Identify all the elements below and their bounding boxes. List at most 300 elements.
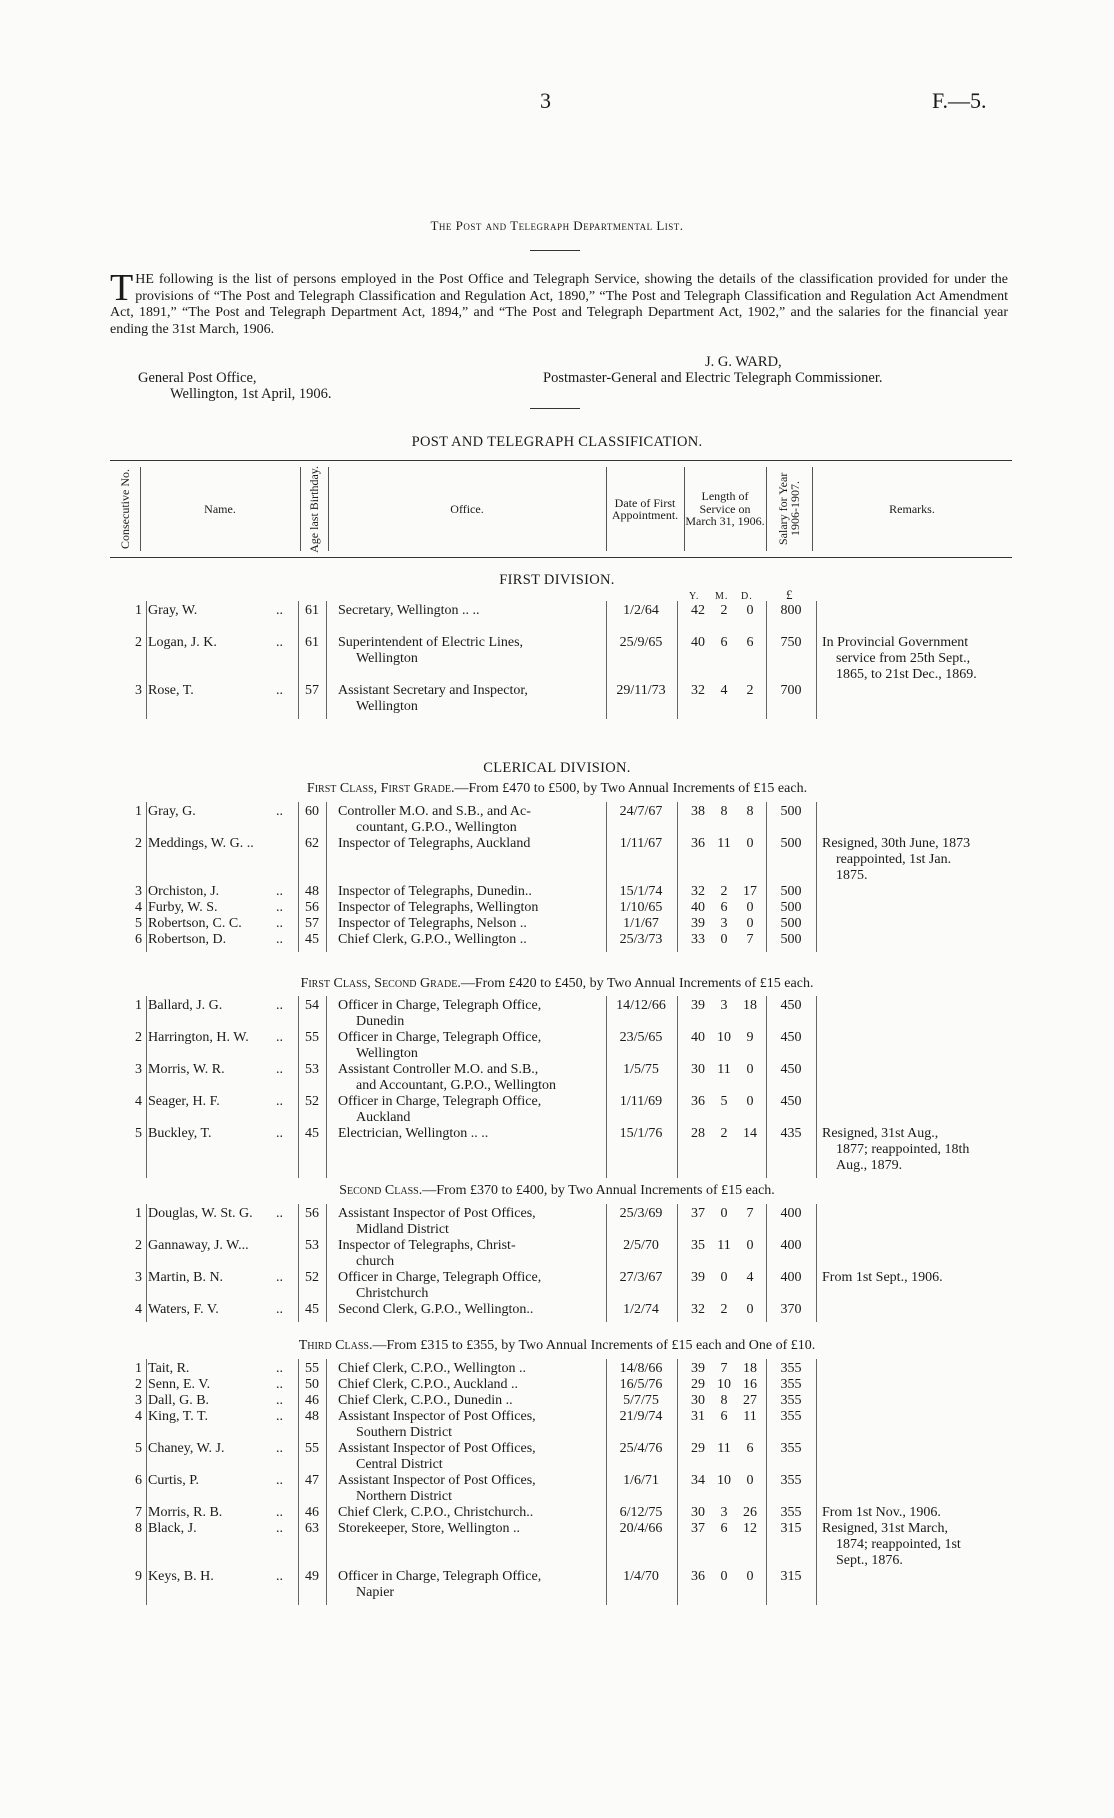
second-class-heading: Second Class.—From £370 to £400, by Two Annual Increments of £15 each. [339,1183,775,1198]
cell-age: 55 [305,1030,319,1045]
column-rule [298,1359,299,1605]
cell-line: Wellington [356,651,418,666]
cell-y: 30 [691,1393,705,1408]
cell-office [338,1473,606,1505]
column-rule [816,996,817,1178]
cell-date: 1/11/67 [619,836,663,851]
signatory-name: J. G. WARD, [705,354,782,370]
cell-m: 8 [720,1393,728,1408]
cell-name: Robertson, D. [148,932,227,947]
column-rule [146,996,147,1178]
unit-days: D. [741,591,753,602]
cell-line: reappointed, 1st Jan. [836,852,952,867]
cell-y: 30 [691,1505,705,1520]
cell-remarks [822,1521,1012,1569]
cell-y: 35 [691,1238,705,1253]
cell-m: 10 [717,1030,731,1045]
cell-line: Inspector of Telegraphs, Nelson .. [338,916,527,931]
leader-dots: .. [276,683,283,698]
leader-dots: .. [276,1569,283,1584]
cell-date: 29/11/73 [616,683,666,698]
cell-line: Chief Clerk, G.P.O., Wellington .. [338,932,527,947]
fcfg-heading: First Class, First Grade.—From £470 to £500, by Two Annual Increments of £15 each. [306,781,808,796]
cell-salary: 355 [780,1441,802,1456]
cell-no: 3 [135,1270,142,1285]
cell-line: Chief Clerk, C.P.O., Christchurch.. [338,1505,534,1520]
cell-y: 31 [691,1409,705,1424]
cell-no: 9 [135,1569,142,1584]
cell-y: 40 [691,635,705,650]
cell-m: 2 [720,603,728,618]
cell-name: Gray, G. [148,804,196,819]
cell-date: 1/6/71 [623,1473,659,1488]
cell-line: Southern District [356,1425,453,1440]
cell-d: 17 [743,884,757,899]
cell-m: 7 [720,1361,728,1376]
cell-name: Furby, W. S. [148,900,218,915]
column-rule [766,802,767,952]
cell-salary: 800 [780,603,802,618]
cell-m: 0 [720,1569,728,1584]
classification-title: POST AND TELEGRAPH CLASSIFICATION. [411,434,703,450]
cell-salary: 750 [780,635,802,650]
cell-m: 6 [720,635,728,650]
cell-office [338,1126,606,1142]
cell-m: 4 [720,683,728,698]
cell-office [338,1361,606,1377]
cell-salary: 450 [780,1030,802,1045]
cell-salary: 355 [780,1377,802,1392]
cell-name: Keys, B. H. [148,1569,214,1584]
cell-line: Inspector of Telegraphs, Dunedin.. [338,884,532,899]
leader-dots: .. [276,1030,283,1045]
leader-dots: .. [276,884,283,899]
unit-years: Y. [689,591,700,602]
cell-age: 46 [305,1393,319,1408]
cell-line: Wellington [356,699,418,714]
cell-no: 2 [135,635,142,650]
cell-date: 1/2/64 [623,603,659,618]
column-rule [146,1359,147,1605]
cell-date: 1/10/65 [619,900,663,915]
cell-no: 3 [135,884,142,899]
cell-line: Officer in Charge, Telegraph Office, [338,1270,542,1285]
cell-y: 37 [691,1206,705,1221]
cell-salary: 500 [780,900,802,915]
cell-line: 1874; reappointed, 1st [836,1537,961,1552]
leader-dots: .. [276,1126,283,1141]
cell-name: Curtis, P. [148,1473,199,1488]
cell-salary: 400 [780,1206,802,1221]
leader-dots: .. [276,1062,283,1077]
cell-line: Inspector of Telegraphs, Wellington [338,900,539,915]
cell-no: 4 [135,1302,142,1317]
cell-line: Resigned, 30th June, 1873 [822,836,971,851]
cell-office [338,932,606,948]
cell-date: 1/1/67 [623,916,659,931]
cell-age: 60 [305,804,319,819]
col-name: Name. [204,501,236,516]
cell-age: 54 [305,998,319,1013]
col-office: Office. [450,501,484,516]
cell-line: Dunedin [356,1014,405,1029]
cell-no: 3 [135,683,142,698]
cell-y: 36 [691,1569,705,1584]
cell-date: 15/1/74 [619,884,663,899]
cell-age: 63 [305,1521,319,1536]
cell-no: 7 [135,1505,142,1520]
cell-name: Chaney, W. J. [148,1441,225,1456]
cell-office [338,1030,606,1062]
cell-salary: 370 [780,1302,802,1317]
cell-d: 26 [743,1505,757,1520]
cell-age: 61 [305,635,319,650]
cell-d: 0 [746,1302,754,1317]
cell-name: Black, J. [148,1521,197,1536]
cell-age: 49 [305,1569,319,1584]
cell-line: Chief Clerk, C.P.O., Dunedin .. [338,1393,513,1408]
cell-line: church [356,1254,395,1269]
cell-date: 20/4/66 [619,1521,663,1536]
cell-y: 38 [691,804,705,819]
cell-salary: 435 [780,1126,802,1141]
cell-y: 29 [691,1377,705,1392]
cell-date: 2/5/70 [623,1238,659,1253]
cell-no: 4 [135,900,142,915]
column-rule [298,996,299,1178]
cell-line: Napier [356,1585,395,1600]
column-rule [606,996,607,1178]
cell-name: Morris, R. B. [148,1505,223,1520]
cell-d: 0 [746,1062,754,1077]
cell-y: 36 [691,1094,705,1109]
cell-line: Officer in Charge, Telegraph Office, [338,1569,542,1584]
leader-dots: .. [276,1441,283,1456]
third-class-heading: Third Class.—From £315 to £355, by Two Annual Increments of £15 each and One of £10. [298,1338,816,1353]
cell-line: Wellington [356,1046,418,1061]
cell-line: In Provincial Government [822,635,969,650]
cell-m: 5 [720,1094,728,1109]
cell-name: Harrington, H. W. [148,1030,249,1045]
cell-remarks [822,1126,1012,1174]
column-rule [326,601,327,719]
leader-dots: .. [276,603,283,618]
cell-no: 6 [135,1473,142,1488]
cell-line: Resigned, 31st March, [822,1521,948,1536]
cell-age: 56 [305,900,319,915]
cell-name: Gray, W. [148,603,198,618]
cell-d: 0 [746,1569,754,1584]
cell-salary: 355 [780,1505,802,1520]
column-rule [146,802,147,952]
cell-age: 45 [305,1302,319,1317]
cell-age: 53 [305,1238,319,1253]
cell-line: Chief Clerk, C.P.O., Wellington .. [338,1361,527,1376]
cell-line: Second Clerk, G.P.O., Wellington.. [338,1302,534,1317]
cell-name: Senn, E. V. [148,1377,211,1392]
column-rule [677,802,678,952]
cell-line: Midland District [356,1222,449,1237]
cell-salary: 355 [780,1409,802,1424]
col-consecutive: Consecutive No. [118,469,132,549]
leader-dots: .. [276,1377,283,1392]
cell-y: 37 [691,1521,705,1536]
cell-line: Sept., 1876. [836,1553,903,1568]
cell-line: and Accountant, G.P.O., Wellington [356,1078,557,1093]
document-title: The Post and Telegraph Departmental List. [430,218,684,233]
cell-date: 25/9/65 [619,635,663,650]
cell-line: Northern District [356,1489,453,1504]
cell-line: Electrician, Wellington .. .. [338,1126,489,1141]
cell-m: 0 [720,932,728,947]
dropcap: T [110,267,134,309]
cell-office [338,998,606,1030]
cell-age: 61 [305,603,319,618]
cell-office [338,836,606,852]
cell-d: 12 [743,1521,757,1536]
title-rule [530,250,580,251]
cell-date: 16/5/76 [619,1377,663,1392]
cell-d: 16 [743,1377,757,1392]
cell-d: 0 [746,603,754,618]
cell-age: 53 [305,1062,319,1077]
leader-dots: .. [276,635,283,650]
cell-office [338,1062,606,1094]
cell-m: 3 [720,916,728,931]
cell-age: 47 [305,1473,319,1488]
cell-salary: 315 [780,1569,802,1584]
cell-d: 14 [743,1126,757,1141]
cell-y: 39 [691,1270,705,1285]
intro-paragraph [110,267,1008,338]
cell-line: Secretary, Wellington .. .. [338,603,480,618]
cell-date: 14/12/66 [616,998,666,1013]
leader-dots: .. [276,998,283,1013]
col-length: Length of Service on March 31, 1906. [685,489,765,529]
cell-date: 24/7/67 [619,804,663,819]
cell-line: Chief Clerk, C.P.O., Auckland .. [338,1377,519,1392]
cell-office [338,900,606,916]
cell-line: service from 25th Sept., [836,651,971,666]
cell-line: Aug., 1879. [836,1158,903,1173]
signature-place-date: Wellington, 1st April, 1906. [170,386,332,402]
cell-date: 21/9/74 [619,1409,663,1424]
column-rule [766,1359,767,1605]
cell-d: 18 [743,998,757,1013]
cell-name: Ballard, J. G. [148,998,223,1013]
cell-line: Officer in Charge, Telegraph Office, [338,1030,542,1045]
cell-d: 7 [746,932,754,947]
cell-line: Superintendent of Electric Lines, [338,635,524,650]
cell-line: 1865, to 21st Dec., 1869. [836,667,977,682]
cell-name: King, T. T. [148,1409,209,1424]
table-header [110,460,1012,558]
cell-y: 40 [691,900,705,915]
cell-y: 36 [691,836,705,851]
cell-date: 1/11/69 [619,1094,663,1109]
cell-salary: 450 [780,1062,802,1077]
cell-line: Central District [356,1457,443,1472]
leader-dots: .. [276,1361,283,1376]
cell-age: 52 [305,1094,319,1109]
unit-months: M. [715,591,729,602]
cell-date: 1/5/75 [623,1062,659,1077]
page-number: 3 [540,88,551,113]
unit-pounds: £ [786,587,794,602]
cell-y: 28 [691,1126,705,1141]
cell-d: 4 [746,1270,754,1285]
leader-dots: .. [276,804,283,819]
cell-no: 3 [135,1393,142,1408]
column-rule [146,1204,147,1322]
cell-m: 2 [720,884,728,899]
cell-date: 6/12/75 [619,1505,663,1520]
cell-date: 5/7/75 [623,1393,659,1408]
cell-m: 8 [720,804,728,819]
col-date: Date of First Appointment. [611,495,679,522]
cell-office [338,1302,606,1318]
cell-y: 30 [691,1062,705,1077]
cell-name: Martin, B. N. [148,1270,224,1285]
cell-name: Dall, G. B. [148,1393,210,1408]
cell-y: 32 [691,683,705,698]
cell-salary: 500 [780,916,802,931]
cell-line: Assistant Inspector of Post Offices, [338,1441,536,1456]
cell-y: 42 [691,603,705,618]
cell-no: 4 [135,1409,142,1424]
cell-office [338,1393,606,1409]
cell-no: 1 [135,1206,142,1221]
cell-m: 11 [717,1441,731,1456]
cell-m: 3 [720,998,728,1013]
leader-dots: .. [276,900,283,915]
cell-m: 11 [717,836,731,851]
cell-line: Inspector of Telegraphs, Auckland [338,836,531,851]
cell-name: Orchiston, J. [148,884,220,899]
cell-age: 55 [305,1441,319,1456]
cell-office [338,1377,606,1393]
column-rule [326,1204,327,1322]
column-rule [326,996,327,1178]
cell-office [338,1238,606,1270]
cell-remarks [822,1270,1012,1286]
leader-dots: .. [276,1473,283,1488]
cell-age: 56 [305,1206,319,1221]
cell-salary: 500 [780,804,802,819]
cell-no: 1 [135,603,142,618]
cell-no: 2 [135,1030,142,1045]
cell-no: 1 [135,804,142,819]
col-remarks: Remarks. [889,501,935,516]
col-salary: Salary for Year 1906-1907. [776,472,802,546]
cell-d: 27 [743,1393,757,1408]
cell-line: Assistant Inspector of Post Offices, [338,1206,536,1221]
cell-m: 2 [720,1302,728,1317]
column-rule [677,601,678,719]
cell-m: 3 [720,1505,728,1520]
cell-office [338,884,606,900]
cell-line: 1877; reappointed, 18th [836,1142,970,1157]
cell-date: 23/5/65 [619,1030,663,1045]
cell-salary: 450 [780,1094,802,1109]
cell-line: Assistant Inspector of Post Offices, [338,1473,536,1488]
leader-dots: .. [276,1302,283,1317]
cell-age: 48 [305,1409,319,1424]
cell-no: 2 [135,836,142,851]
column-rule [766,601,767,719]
cell-y: 39 [691,998,705,1013]
cell-age: 52 [305,1270,319,1285]
cell-line: Controller M.O. and S.B., and Ac- [338,804,531,819]
cell-y: 32 [691,884,705,899]
cell-line: Resigned, 31st Aug., [822,1126,939,1141]
column-rule [816,1359,817,1605]
cell-line: Storekeeper, Store, Wellington .. [338,1521,520,1536]
cell-remarks [822,635,1012,683]
cell-office [338,1094,606,1126]
cell-y: 32 [691,1302,705,1317]
document-reference: F.—5. [932,88,987,113]
cell-d: 0 [746,900,754,915]
cell-age: 48 [305,884,319,899]
clerical-division-title: CLERICAL DIVISION. [483,760,631,776]
cell-line: From 1st Nov., 1906. [822,1505,941,1520]
cell-name: Gannaway, J. W... [148,1238,249,1253]
cell-line: Assistant Secretary and Inspector, [338,683,528,698]
cell-office [338,804,606,836]
cell-m: 0 [720,1270,728,1285]
cell-office [338,916,606,932]
cell-m: 11 [717,1062,731,1077]
cell-d: 0 [746,836,754,851]
cell-line: Officer in Charge, Telegraph Office, [338,1094,542,1109]
cell-y: 40 [691,1030,705,1045]
cell-salary: 500 [780,836,802,851]
cell-age: 45 [305,1126,319,1141]
cell-salary: 500 [780,932,802,947]
cell-line: countant, G.P.O., Wellington [356,820,517,835]
cell-no: 2 [135,1238,142,1253]
cell-salary: 700 [780,683,802,698]
cell-office [338,603,606,619]
cell-age: 62 [305,836,319,851]
cell-no: 5 [135,1441,142,1456]
cell-no: 8 [135,1521,142,1536]
cell-d: 6 [746,635,754,650]
cell-d: 9 [746,1030,754,1045]
column-rule [326,802,327,952]
cell-name: Meddings, W. G. .. [148,836,254,851]
cell-name: Tait, R. [148,1361,190,1376]
cell-d: 0 [746,1094,754,1109]
cell-no: 5 [135,916,142,931]
column-rule [326,1359,327,1605]
cell-office [338,1505,606,1521]
cell-line: Assistant Controller M.O. and S.B., [338,1062,539,1077]
signatory-position: Postmaster-General and Electric Telegraph Commissioner. [543,370,883,386]
cell-name: Seager, H. F. [148,1094,220,1109]
cell-name: Buckley, T. [148,1126,212,1141]
cell-name: Douglas, W. St. G. [148,1206,253,1221]
cell-m: 0 [720,1206,728,1221]
cell-date: 25/3/73 [619,932,663,947]
cell-age: 46 [305,1505,319,1520]
column-rule [146,601,147,719]
leader-dots: .. [276,1505,283,1520]
column-rule [298,601,299,719]
cell-salary: 500 [780,884,802,899]
cell-date: 1/4/70 [623,1569,659,1584]
